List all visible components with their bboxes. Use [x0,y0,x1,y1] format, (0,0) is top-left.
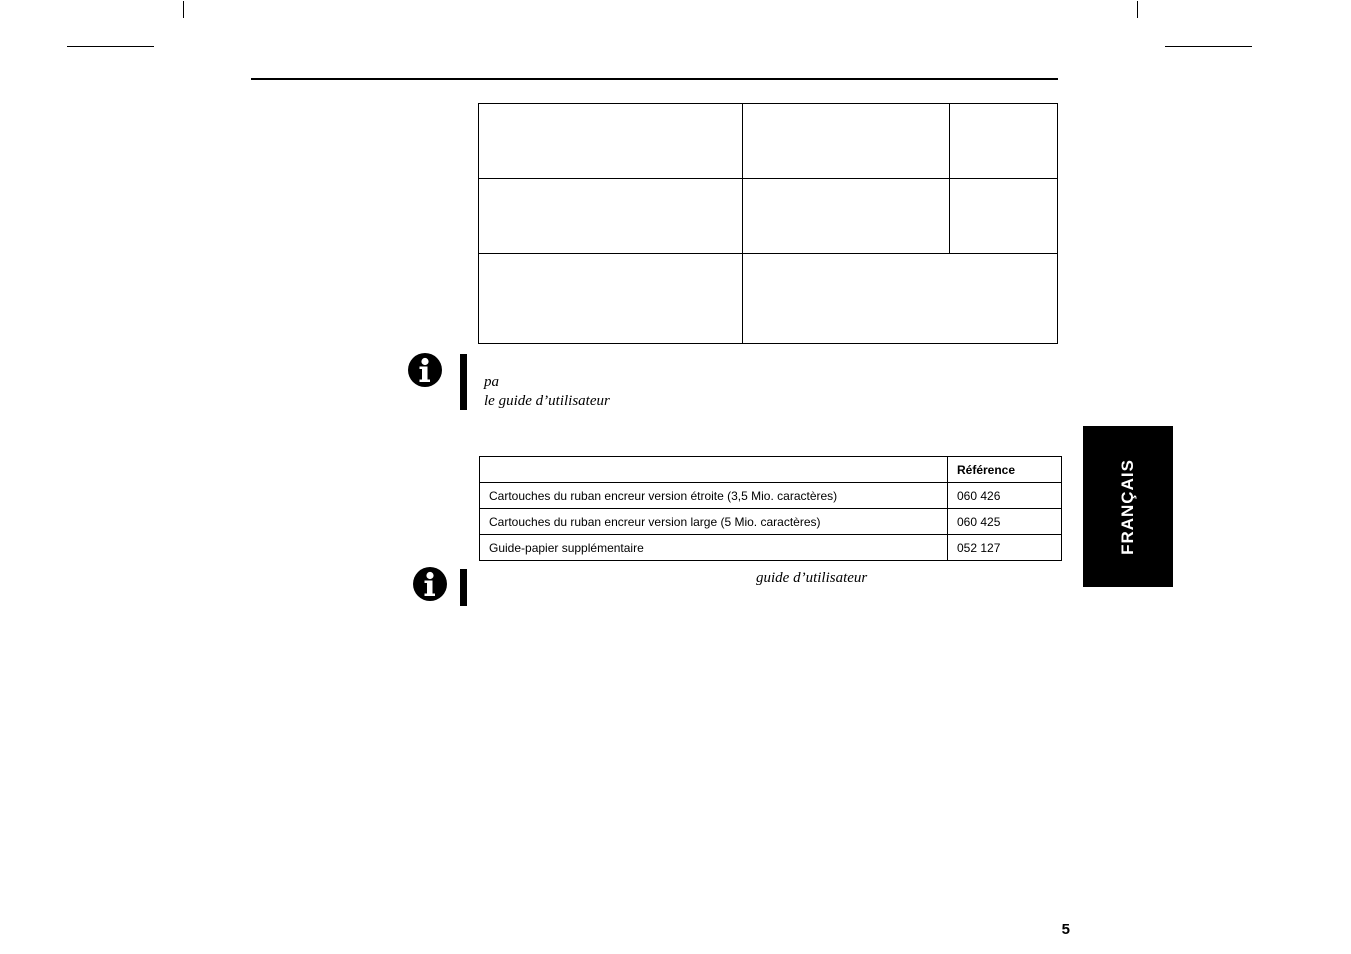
table-row [480,535,1062,561]
language-tab [1083,426,1173,587]
note-line: le guide d’utilisateur [484,393,610,409]
crop-mark-top-left [183,1,184,18]
specs-table [478,103,1058,344]
table-cell [743,104,950,179]
table-header-row [480,457,1062,483]
header-rule [251,78,1058,80]
part-description: Cartouches du ruban encreur version large (5 Mio. caractères) [480,509,948,535]
parts-table [479,456,1062,561]
part-description: Cartouches du ruban encreur version étroite (3,5 Mio. caractères) [480,483,948,509]
info-icon [408,353,442,387]
column-header-reference: Référence [948,457,1062,483]
column-header-description [480,457,948,483]
crop-mark-top-right [1137,1,1138,18]
table-cell [950,179,1058,254]
info-icon [413,567,447,601]
part-reference: 060 426 [948,483,1062,509]
table-cell [950,104,1058,179]
table-row [480,509,1062,535]
language-tab-label: FRANÇAIS [1118,458,1137,555]
crop-mark-right [1165,46,1252,47]
table-row [480,483,1062,509]
page-number: 5 [1061,921,1070,938]
note-bar [460,569,467,606]
table-cell [479,104,743,179]
crop-mark-left [67,46,154,47]
note-bar [460,354,467,410]
table-cell [479,254,743,344]
part-reference: 060 425 [948,509,1062,535]
part-reference: 052 127 [948,535,1062,561]
note-line: pa [484,374,499,390]
note-text: guide d’utilisateur [756,570,868,586]
note-text [484,373,610,411]
table-cell [743,179,950,254]
table-cell [743,254,1058,344]
part-description: Guide-papier supplémentaire [480,535,948,561]
table-cell [479,179,743,254]
